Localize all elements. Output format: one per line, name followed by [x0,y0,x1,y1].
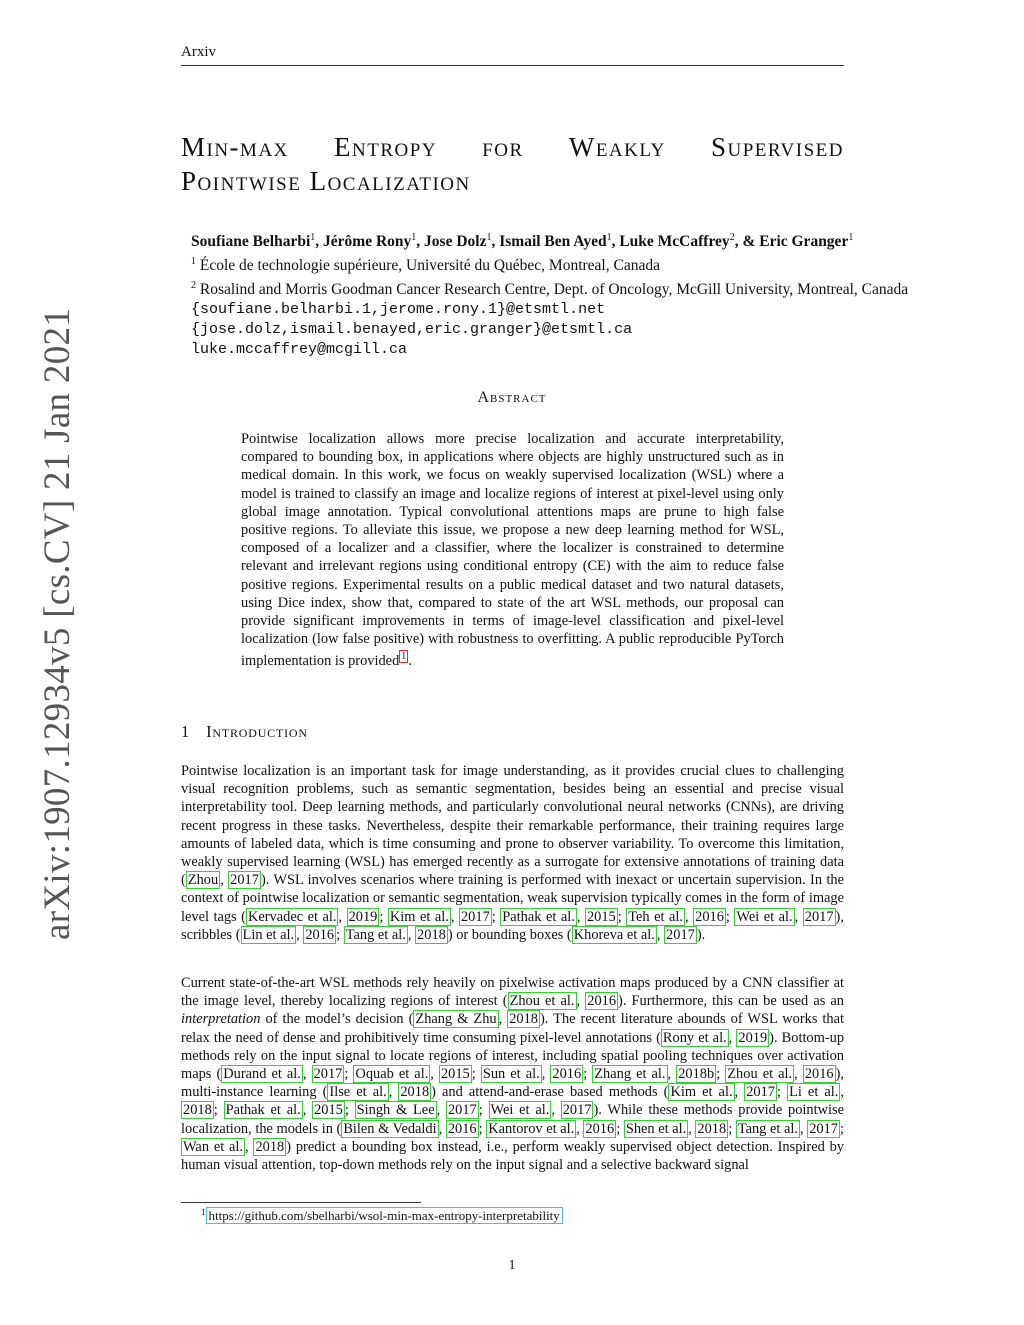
citation-link[interactable]: Teh et al. [628,908,684,925]
author-list [191,228,908,252]
citation-link[interactable]: Shen et al. [625,1120,687,1137]
abstract-body: Pointwise localization allows more precise localization and accurate interpretability, compared to bounding box, in applications where objects are highly unstructured such as in medical domain. In this work, we focus on weakly supervised localization (WSL) where a model is trained to classify an image and localize regions of interest at pixel-level using only global image annotation. Typical convolutional attentions maps are prune to high false positive regions. To alleviate this issue, we propose a new deep learning method for WSL, composed of a localizer and a classifier, where the localizer is constrained to determine relevant and irrelevant regions using conditional entropy (CE) with the aim to reduce false positive regions. Experimental results on a public medical dataset and two natural datasets, using Dice index, show that, compared to state of the art WSL methods, our proposal can provide significant improvements in terms of image-level classification and pixel-level localization (low false positive) with robustness to overfitting. A public reproducible PyTorch implementation is provided $^1$ . [241,431,784,670]
citation-link[interactable]: 2017 [460,908,490,925]
citation-link[interactable]: 2019 [738,1029,768,1046]
affiliation-mark: 1 [310,232,316,243]
title-line-1 [181,130,844,164]
citation-link[interactable]: 2016 [587,993,617,1010]
citation-link[interactable]: Pathak et al. [502,908,575,925]
title-word: Supervised [710,132,844,162]
affiliation-mark: 1 [411,232,417,243]
citation-link[interactable]: Wei et al. [736,908,793,925]
citation-link[interactable]: 2017 [746,1084,775,1101]
citation-link[interactable]: Tang et al. [345,926,406,943]
citation-link[interactable]: Rony et al. [662,1029,727,1046]
citation-link[interactable]: 2016 [447,1120,477,1137]
intro-paragraph-1: Pointwise localization is an important task for image understanding, as it provides crucial clues to challenging visual recognition problems, such as semantic segmentation, besides being an essential and precise visual interpretability tool. Deep learning methods, and particularly convolutional neural networks (CNNs), are driving recent progress in these tasks. Nevertheless, despite their remarkable performance, their training requires large amounts of labeled data, which is time consuming and prone to observer variability. To overcome this limitation, weakly supervised learning (WSL) has emerged recently as a surrogate for extensive annotations of training data ( Zhou , 2017 ). WSL involves scenarios where training is performed with inexact or uncertain supervision. In the context of pointwise localization or semantic segmentation, weak supervision typically comes in the form of image level tags ( Kervadec et al. , 2019 ; Kim et al. , 2017 ; Pathak et al. , 2015 ; Teh et al. , 2016 ; Wei et al. , 2017 ), scribbles ( Lin et al. , 2016 ; Tang et al. , 2018 ) or bounding boxes ( Khoreva et al. , 2017 ). [181,763,844,943]
citation-link[interactable]: Ilse et al. [329,1084,387,1101]
citation-link[interactable]: 2015 [314,1102,343,1119]
citation-link[interactable]: 2018 [255,1138,285,1155]
citation-link[interactable]: Zhou et al. [509,993,575,1010]
citation-link[interactable]: Khoreva et al. [573,926,655,943]
citation-link[interactable]: Zhang et al. [594,1066,666,1083]
footnote-mark: 1 [201,1207,206,1217]
citation-link[interactable]: 2018 [183,1102,212,1119]
abstract-heading: Abstract [477,389,547,406]
citation-link[interactable]: 2015 [586,908,616,925]
affiliation-mark: 1 [486,232,492,243]
footnote-url-link[interactable]: https://github.com/sbelharbi/wsol-min-max-entropy-interpretability [206,1207,563,1224]
citation-link[interactable]: 2018 [400,1084,430,1101]
citation-link[interactable]: 2018 [417,926,446,943]
citation-link[interactable]: Zhou et al. [727,1066,793,1083]
page-number: 1 [508,1258,516,1273]
citation-link[interactable]: Durand et al. [223,1066,301,1083]
citation-link[interactable]: Li et al. [789,1084,839,1101]
affiliation-mark: 1 [606,232,612,243]
affiliation-1: $^1$ École de technologie supérieure, Université du Québec, Montreal, Canada [191,256,660,275]
citation-link[interactable]: Kervadec et al. [247,908,337,925]
citation-link[interactable]: Tang et al. [737,1120,798,1137]
citation-link[interactable]: Kim et al. [389,908,449,925]
title-word: Min-max [181,132,289,162]
author-name: , Jose Dolz [416,233,487,251]
section-title: Introduction [206,722,308,741]
citation-link[interactable]: 2018b [678,1066,715,1083]
affiliation-2: $^2$ Rosalind and Morris Goodman Cancer Research Centre, Dept. of Oncology, McGill University, Montreal, Canada [191,280,909,299]
citation-link[interactable]: Wei et al. [490,1102,550,1119]
footnote-rule [181,1202,421,1203]
citation-link[interactable]: 2017 [809,1120,838,1137]
citation-link[interactable]: 2019 [348,908,378,925]
citation-link[interactable]: 2018 [509,1011,538,1028]
citation-link[interactable]: 2016 [804,1066,834,1083]
citation-link[interactable]: 2015 [440,1066,470,1083]
citation-link[interactable]: Pathak et al. [225,1102,301,1119]
citation-link[interactable]: Zhang & Zhu [415,1011,497,1028]
author-name: Soufiane Belharbi [191,233,311,251]
citation-link[interactable]: Bilen & Vedaldi [343,1120,437,1137]
citation-link[interactable]: 2017 [666,926,695,943]
title-word: Weakly [568,132,666,162]
citation-link[interactable]: Kim et al. [670,1084,733,1101]
citation-link[interactable]: 2017 [804,908,834,925]
citation-link[interactable]: 2016 [695,908,724,925]
author-name: , & Eric Granger [734,233,849,251]
paper-title [181,130,844,198]
citation-link[interactable]: Sun et al. [482,1066,540,1083]
author-name: , Jérôme Rony [315,233,412,251]
email-line-1: {soufiane.belharbi.1,jerome.rony.1}@etsmtl.net [191,301,606,319]
author-name: , Luke McCaffrey [611,233,730,251]
section-number: 1 [181,722,191,741]
section-heading [181,722,308,742]
citation-link[interactable]: Lin et al. [242,926,295,943]
affiliation-mark: 2 [729,232,735,243]
arxiv-stamp: arXiv:1907.12934v5 [cs.CV] 21 Jan 2021 [37,307,78,940]
citation-link[interactable]: 2017 [230,872,259,889]
citation-link[interactable]: 2016 [305,926,335,943]
citation-link[interactable]: 2017 [313,1066,343,1083]
citation-link[interactable]: 2018 [697,1120,727,1137]
citation-link[interactable]: 2016 [585,1120,615,1137]
citation-link[interactable]: Oquab et al. [355,1066,429,1083]
title-word: Entropy [334,132,438,162]
author-block [191,228,908,360]
citation-link[interactable]: 2016 [552,1066,582,1083]
running-header: Arxiv [181,44,844,66]
citation-link[interactable]: 2017 [562,1102,592,1119]
title-word: for [482,132,524,162]
title-line-2: Pointwise Localization [181,166,471,196]
author-name: , Ismail Ben Ayed [491,233,607,251]
email-line-3: luke.mccaffrey@mcgill.ca [191,341,408,359]
citation-link[interactable]: Wan et al. [183,1138,244,1155]
email-line-2: {jose.dolz,ismail.benayed,eric.granger}@etsmtl.ca [191,321,633,339]
affiliation-mark: 1 [848,232,854,243]
intro-paragraph-2: Current state-of-the-art WSL methods rely heavily on pixelwise activation maps produced by a CNN classifier at the image level, thereby localizing regions of interest ( Zhou et al. , 2016 ). Furthermore, this can be used as an interpretation of the model’s decision ( Zhang & Zhu , 2018 ). The recent literature abounds of WSL works that relax the need of dense and prohibitively time consuming pixel-level annotations ( Rony et al. , 2019 ). Bottom-up methods rely on the input signal to locate regions of interest, including spatial pooling techniques over activation maps ( Durand et al. , 2017 ; Oquab et al. , 2015 ; Sun et al. , 2016 ; Zhang et al. , 2018b ; Zhou et al. , 2016 ), multi-instance learning ( Ilse et al. , 2018 ) and attend-and-erase based methods ( Kim et al. , 2017 ; Li et al. , 2018 ; Pathak et al. , 2015 ; Singh & Lee , 2017 ; Wei et al. , 2017 ). While these methods provide pointwise localization, the models in ( Bilen & Vedaldi , 2016 ; Kantorov et al. , 2016 ; Shen et al. , 2018 ; Tang et al. , 2017 ; Wan et al. , 2018 ) predict a bounding box instead, i.e., perform weakly supervised object detection. Inspired by human visual attention, top-down methods rely on the input signal and a selective backward signal [181,975,845,1174]
footnote-link[interactable]: 1 [401,651,407,663]
footnote [201,1207,563,1224]
citation-link[interactable]: Singh & Lee [356,1102,435,1119]
citation-link[interactable]: Zhou [187,872,219,889]
citation-link[interactable]: Kantorov et al. [488,1120,575,1137]
citation-link[interactable]: 2017 [447,1102,477,1119]
